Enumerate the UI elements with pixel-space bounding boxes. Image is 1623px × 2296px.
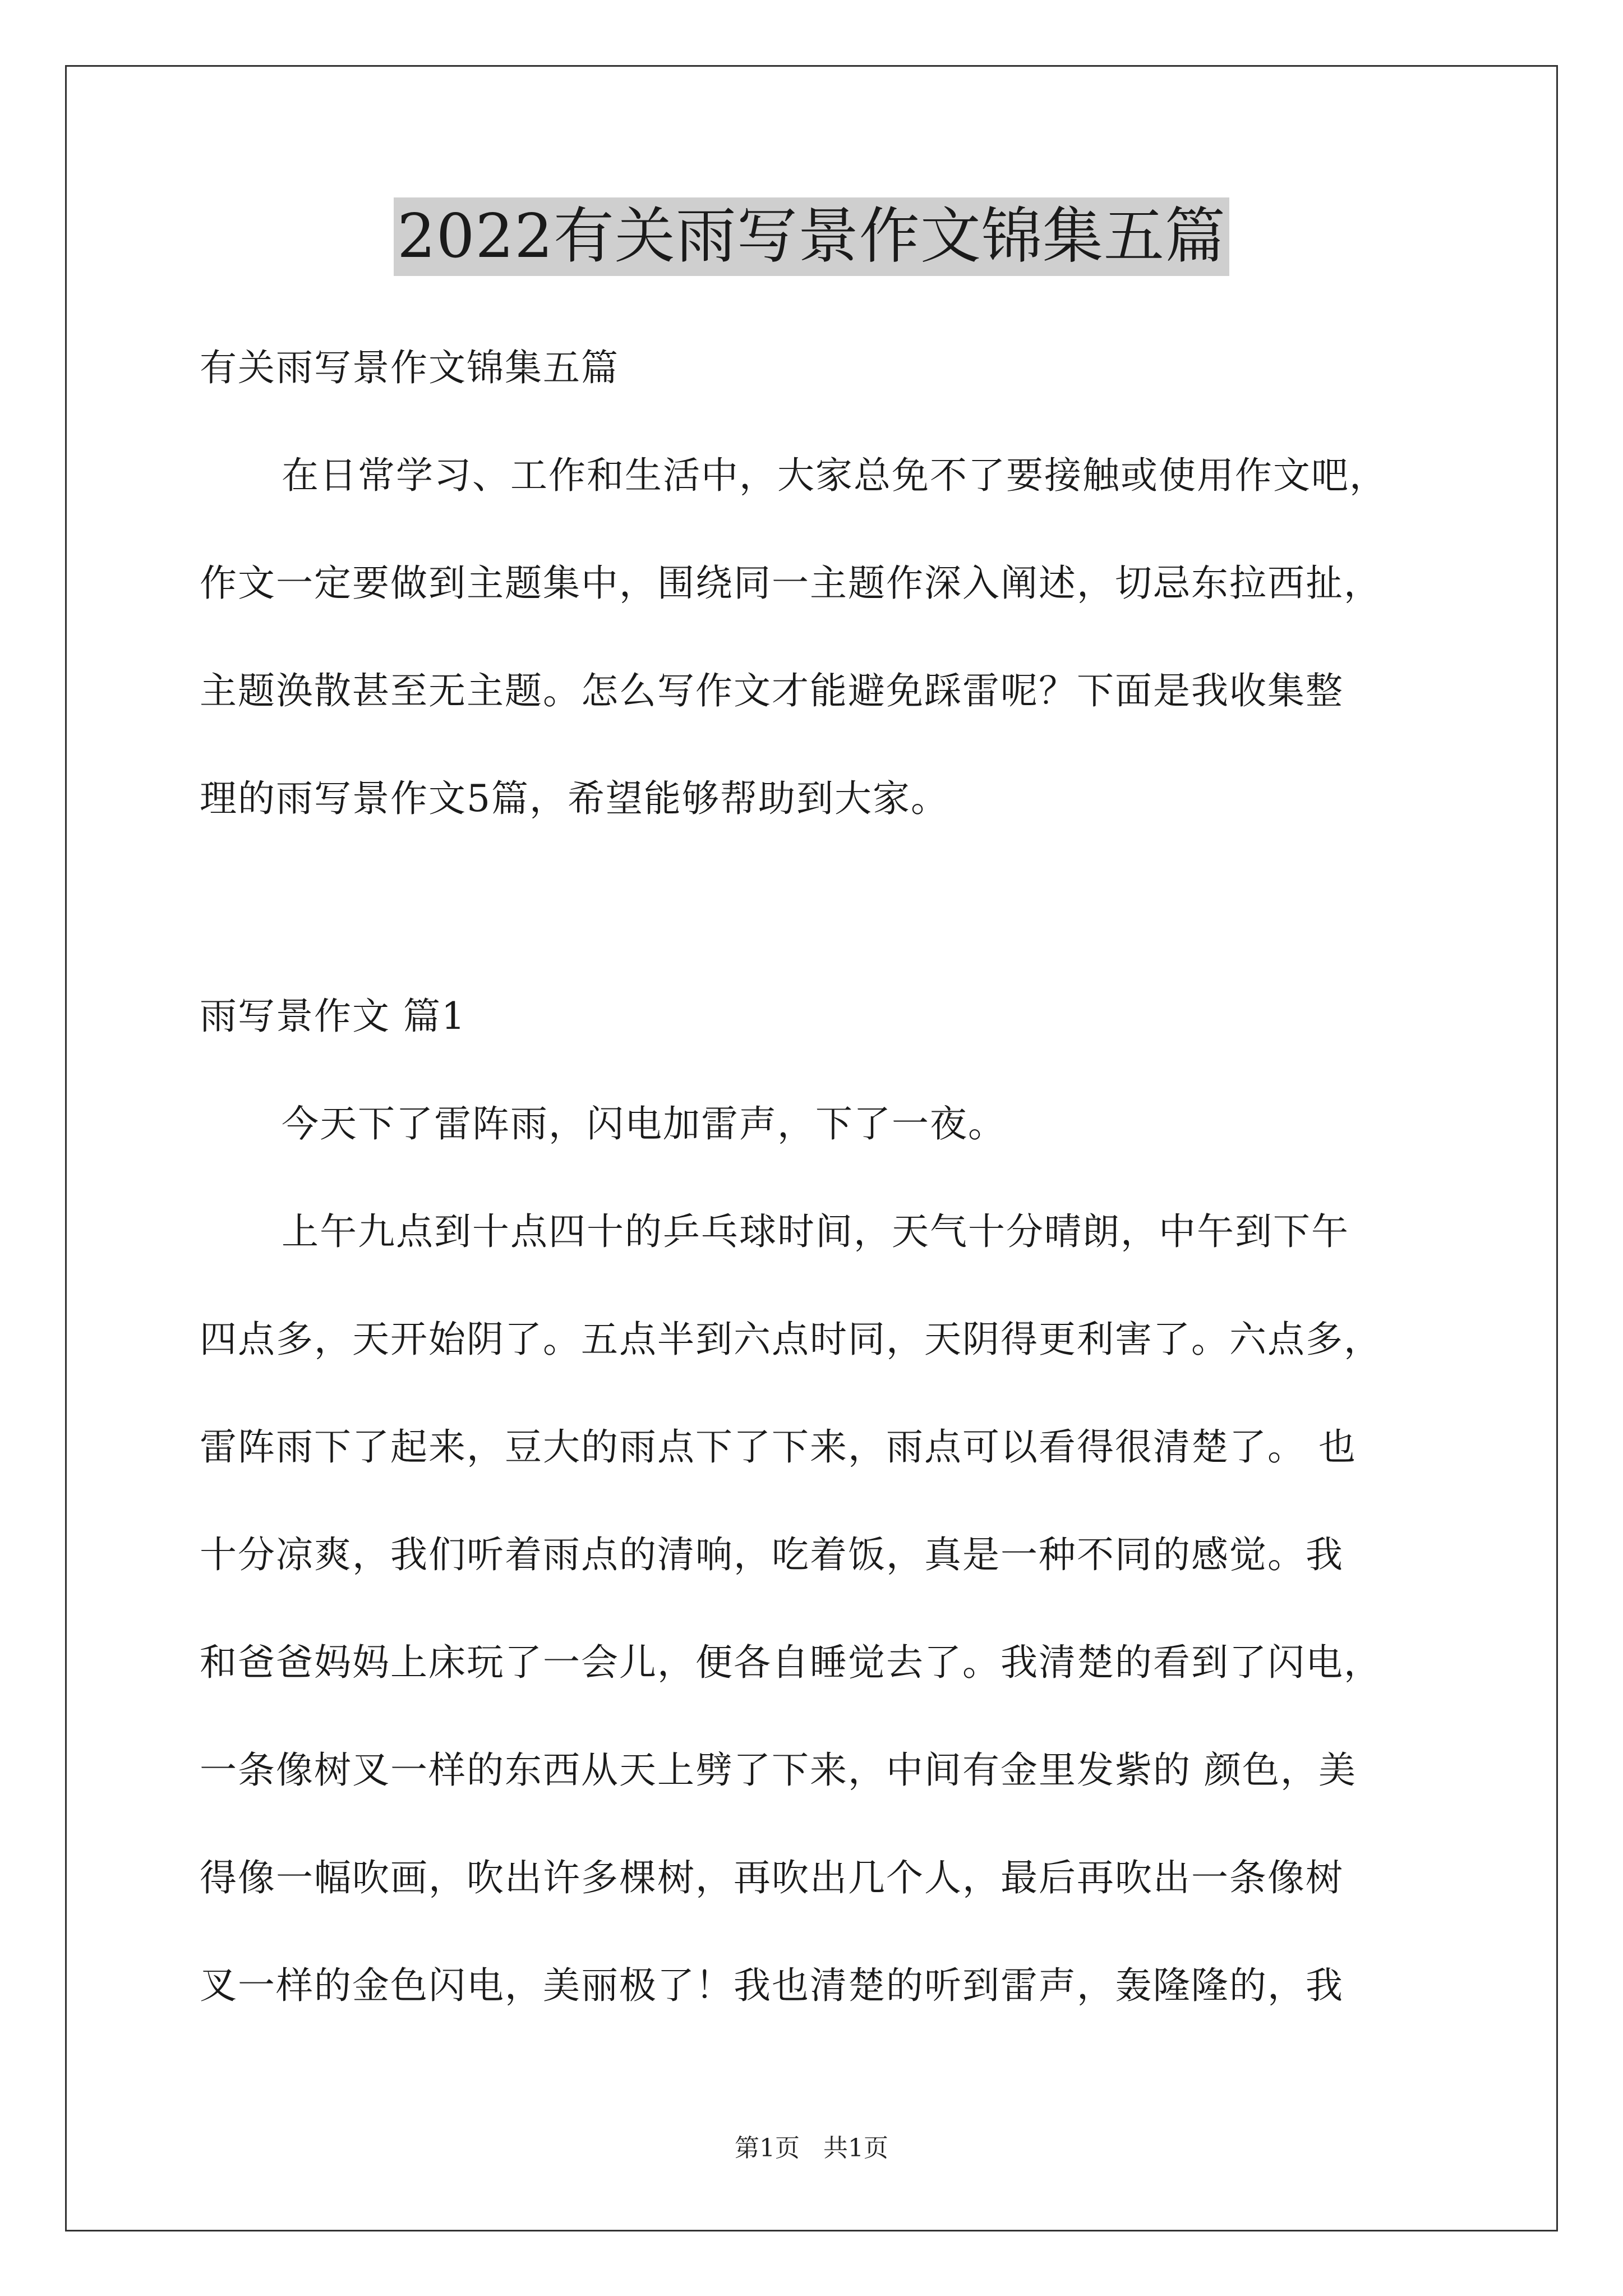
paragraph-line: 得像一幅吹画，吹出许多棵树，再吹出几个人，最后再吹出一条像树 (200, 1856, 1344, 1899)
paragraph-line: 叉一样的金色闪电，美丽极了！我也清楚的听到雷声，轰隆隆的，我 (200, 1964, 1344, 2007)
intro-line: 作文一定要做到主题集中，围绕同一主题作深入阐述，切忌东拉西扯， (200, 562, 1382, 605)
intro-line: 理的雨写景作文5篇，希望能够帮助到大家。 (200, 777, 949, 820)
intro-paragraph (200, 422, 1433, 853)
paragraph-line: 四点多，天开始阴了。五点半到六点时同，天阴得更利害了。六点多， (200, 1318, 1382, 1361)
section-paragraph-2 (200, 1178, 1433, 2040)
document-body (200, 314, 1433, 2040)
paragraph-line: 一条像树叉一样的东西从天上劈了下来，中间有金里发紫的 颜色，美 (200, 1749, 1357, 1792)
document-subtitle: 有关雨写景作文锦集五篇 (200, 346, 619, 389)
section-heading: 雨写景作文 篇1 (200, 995, 466, 1038)
paragraph-line: 十分凉爽，我们听着雨点的清响，吃着饭，真是一种不同的感觉。我 (200, 1533, 1344, 1576)
paragraph-line: 和爸爸妈妈上床玩了一会儿，便各自睡觉去了。我清楚的看到了闪电， (200, 1641, 1382, 1684)
page-footer (0, 2132, 1623, 2165)
title-container (0, 197, 1623, 276)
document-title: 2022有关雨写景作文锦集五篇 (394, 197, 1229, 276)
intro-line: 在日常学习、工作和生活中，大家总免不了要接触或使用作文吧， (282, 454, 1387, 497)
intro-line: 主题涣散甚至无主题。怎么写作文才能避免踩雷呢？下面是我收集整 (200, 669, 1344, 712)
page-number: 第1页 (735, 2134, 800, 2162)
paragraph-line: 雷阵雨下了起来，豆大的雨点下了下来，雨点可以看得很清楚了。 也 (200, 1425, 1357, 1469)
page-total: 共1页 (823, 2134, 888, 2162)
paragraph-line: 上午九点到十点四十的乒乓球时间，天气十分晴朗，中午到下午 (282, 1210, 1349, 1253)
section-paragraph-1: 今天下了雷阵雨，闪电加雷声，下了一夜。 (282, 1102, 1006, 1145)
